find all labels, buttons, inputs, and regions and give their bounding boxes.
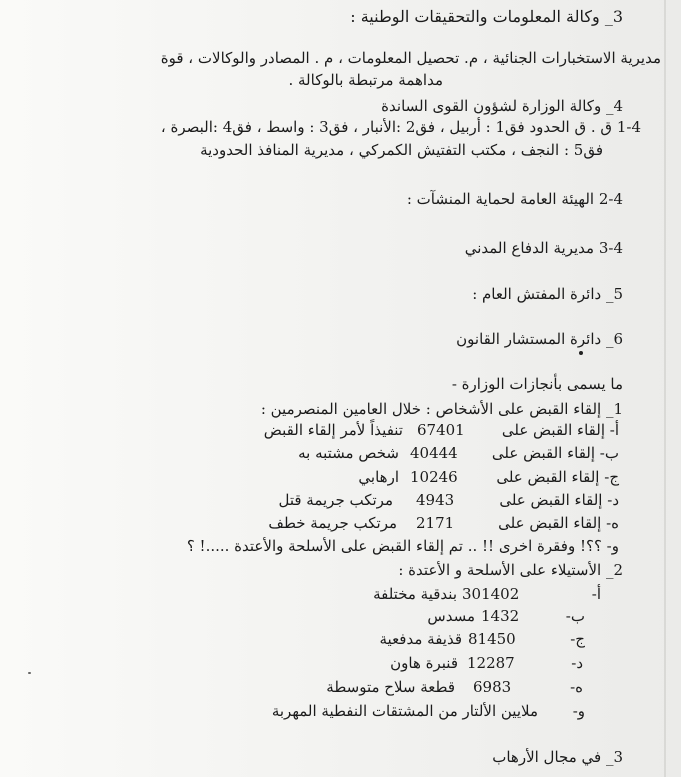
weapon-label: ج- <box>570 630 585 648</box>
section-4-1-line1: 1-4 ق . ق الحدود فق1 : أربيل ، فق2 :الأنبار ، فق3 : واسط ، فق4 :البصرة ، <box>160 118 641 136</box>
arrest-number: 4943 <box>416 491 455 509</box>
section-4-1-line2: فق5 : النجف ، مكتب التفتيش الكمركي ، مديرية المنافذ الحدودية <box>200 141 603 159</box>
weapon-number: 12287 <box>467 654 515 672</box>
weapon-number: 1432 <box>481 607 520 625</box>
weapon-description: بندقية مختلفة <box>373 585 457 603</box>
arrest-number: 67401 <box>417 421 465 439</box>
weapon-label: ب- <box>565 607 585 625</box>
arrest-label: ب- إلقاء القبض على <box>491 444 619 462</box>
weapon-description: قنبرة هاون <box>390 654 458 672</box>
weapon-description: مسدس <box>427 607 475 625</box>
section-6-heading: 6_ دائرة المستشار القانون <box>456 330 623 348</box>
section-5-heading: 5_ دائرة المفتش العام : <box>472 285 623 303</box>
arrests-note-line: و- ؟؟! وفقرة اخرى !! .. تم إلقاء القبض على الأسلحة والأعتدة .....! ؟ <box>186 537 619 555</box>
arrests-heading: 1_ إلقاء القبض على الأشخاص : خلال العامين المنصرمين : <box>260 400 623 418</box>
weapons-heading: 2_ الأستيلاء على الأسلحة و الأعتدة : <box>398 561 623 579</box>
weapon-label: و- <box>572 702 585 720</box>
scan-speck <box>28 672 31 674</box>
arrest-label: ج- إلقاء القبض على <box>496 468 619 486</box>
weapon-number: 6983 <box>473 678 512 696</box>
section-3-terrorism-heading: 3_ في مجال الأرهاب <box>492 748 623 766</box>
achievements-heading: ما يسمى بأنجازات الوزارة - <box>451 375 623 393</box>
weapon-number: 301402 <box>462 585 520 603</box>
weapon-description: قذيفة مدفعية <box>379 630 462 648</box>
weapon-description: قطعة سلاح متوسطة <box>326 678 455 696</box>
arrest-description: مرتكب جريمة خطف <box>268 514 397 532</box>
arrest-number: 2171 <box>416 514 455 532</box>
page-edge <box>664 0 666 777</box>
arrest-number: 10246 <box>410 468 458 486</box>
arrest-label: ه- إلقاء القبض على <box>498 514 619 532</box>
weapon-label: د- <box>571 654 583 672</box>
section-4-heading: 4_ وكالة الوزارة لشؤون القوى الساندة <box>381 97 623 115</box>
section-3-heading: 3_ وكالة المعلومات والتحقيقات الوطنية : <box>350 7 623 26</box>
arrest-description: مرتكب جريمة قتل <box>278 491 393 509</box>
weapon-label: أ- <box>591 585 601 603</box>
arrest-description: ارهابي <box>358 468 399 486</box>
section-3-body-line1: مديرية الاستخبارات الجنائية ، م. تحصيل المعلومات ، م . المصادر والوكالات ، قوة <box>160 49 661 67</box>
weapon-label: ه- <box>570 678 583 696</box>
section-4-2-heading: 2-4 الهيئة العامة لحماية المنشآت : <box>406 190 623 208</box>
arrest-label: أ- إلقاء القبض على <box>501 421 619 439</box>
arrest-description: شخص مشتبه به <box>298 444 399 462</box>
arrest-description: تنفيذاً لأمر إلقاء القبض <box>263 421 403 439</box>
weapon-number: 81450 <box>468 630 516 648</box>
weapon-description: ملايين الألتار من المشتقات النفطية المهربة <box>271 702 538 720</box>
arrest-number: 40444 <box>410 444 458 462</box>
arrest-label: د- إلقاء القبض على <box>499 491 619 509</box>
section-4-3-heading: 3-4 مديرية الدفاع المدني <box>464 239 623 257</box>
bullet-dot <box>579 351 583 355</box>
section-3-body-line2: مداهمة مرتبطة بالوكالة . <box>288 71 443 89</box>
